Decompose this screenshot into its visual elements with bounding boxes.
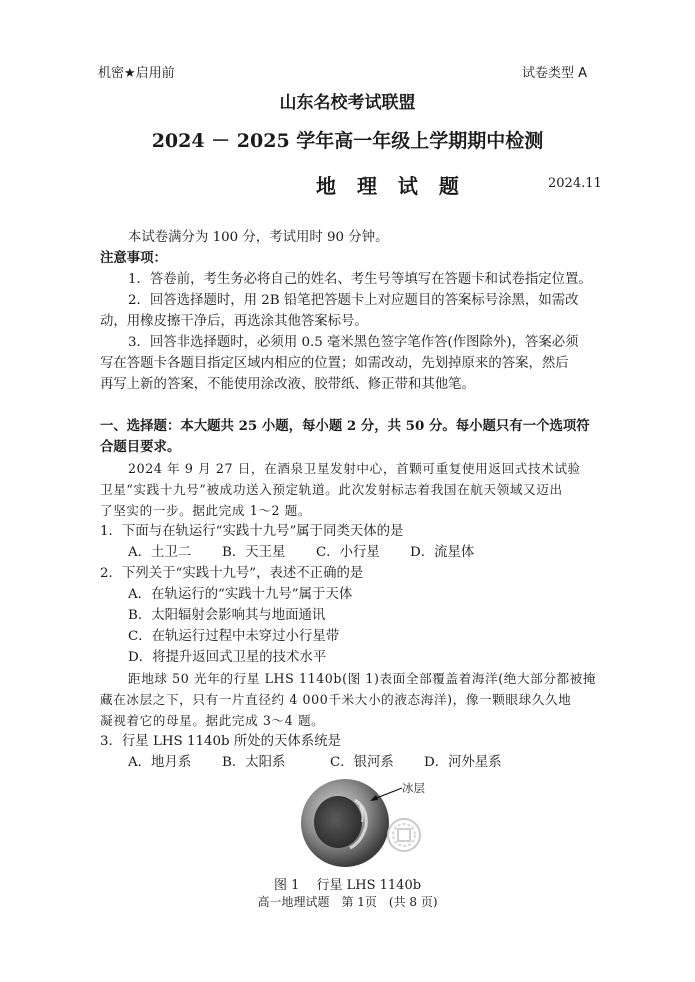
section-1-heading-line-2: 合题目要求。 (100, 439, 181, 455)
note-3-line-1: 3．回答非选择题时，必须用 0.5 毫米黑色签字笔作答(作图除外)，答案必须 (128, 335, 579, 350)
note-2-line-1: 2．回答选择题时，用 2B 铅笔把答题卡上对应题目的答案标号涂黑，如需改 (128, 293, 579, 308)
passage-2-line-3: 凝视着它的母星。据此完成 3～4 题。 (100, 713, 325, 728)
figure-1-caption: 图 1 行星 LHS 1140b (273, 878, 422, 893)
liquid-ocean-region (314, 796, 362, 848)
page-footer: 高一地理试题 第 1页 (共 8 页) (257, 895, 438, 909)
question-1-stem: 1．下面与在轨运行“实践十九号”属于同类天体的是 (100, 524, 404, 539)
passage-1-line-1: 2024 年 9 月 27 日，在酒泉卫星发射中心，首颗可重复使用返回式技术试验 (128, 461, 581, 476)
question-2-option-d: D．将提升返回式卫星的技术水平 (128, 650, 327, 665)
ice-layer-label: 冰层 (402, 781, 425, 795)
watermark-seal-icon (386, 817, 422, 853)
paper-type-label: 试卷类型 A (522, 66, 588, 81)
subject-title: 地 理 试 题 (316, 174, 466, 198)
note-1: 1．答卷前，考生务必将自己的姓名、考生号等填写在答题卡和试卷指定位置。 (128, 272, 592, 287)
section-1-heading-line-1: 一、选择题：本大题共 25 小题，每小题 2 分，共 50 分。每小题只有一个选项符 (100, 418, 590, 434)
notes-title: 注意事项： (100, 250, 167, 266)
question-1-option-c: C．小行星 (316, 545, 380, 560)
question-3-stem: 3．行星 LHS 1140b 所处的天体系统是 (100, 734, 341, 749)
passage-1-line-2: 卫星“实践十九号”被成功送入预定轨道。此次发射标志着我国在航天领域又迈出 (100, 482, 563, 497)
question-2-stem: 2．下列关于“实践十九号”，表述不正确的是 (100, 566, 364, 581)
question-2-option-a: A．在轨运行的“实践十九号”属于天体 (128, 587, 353, 602)
passage-2-line-1: 距地球 50 光年的行星 LHS 1140b(图 1)表面全部覆盖着海洋(绝大部分都被掩 (128, 671, 597, 686)
question-1-option-a: A．土卫二 (128, 545, 192, 560)
alliance-title: 山东名校考试联盟 (279, 93, 416, 113)
question-3-option-d: D．河外星系 (424, 755, 502, 770)
note-2-line-2: 动，用橡皮擦干净后，再选涂其他答案标号。 (100, 314, 368, 329)
confidential-label: 机密★启用前 (98, 66, 175, 81)
note-3-line-2: 写在答题卡各题目指定区域内相应的位置；如需改动，先划掉原来的答案，然后 (100, 356, 569, 371)
passage-2-line-2: 藏在冰层之下，只有一片直径约 4 000千米大小的液态海洋)，像一颗眼球久久地 (100, 692, 572, 707)
exam-title: 2024 － 2025 学年高一年级上学期期中检测 (151, 130, 544, 152)
question-2-option-c: C．在轨运行过程中未穿过小行星带 (128, 629, 340, 644)
question-1-option-d: D．流星体 (410, 545, 475, 560)
question-3-option-b: B．太阳系 (222, 755, 286, 770)
question-2-option-b: B．太阳辐射会影响其与地面通讯 (128, 608, 326, 623)
passage-1-line-3: 了坚实的一步。据此完成 1～2 题。 (100, 503, 312, 518)
score-time-line: 本试卷满分为 100 分，考试用时 90 分钟。 (128, 230, 389, 245)
exam-date: 2024.11 (548, 176, 602, 191)
note-3-line-3: 再写上新的答案，不能使用涂改液、胶带纸、修正带和其他笔。 (100, 377, 475, 392)
question-3-option-c: C．银河系 (330, 755, 394, 770)
question-1-option-b: B．天王星 (222, 545, 286, 560)
question-3-option-a: A．地月系 (128, 755, 192, 770)
ice-layer-arrow (368, 784, 404, 804)
